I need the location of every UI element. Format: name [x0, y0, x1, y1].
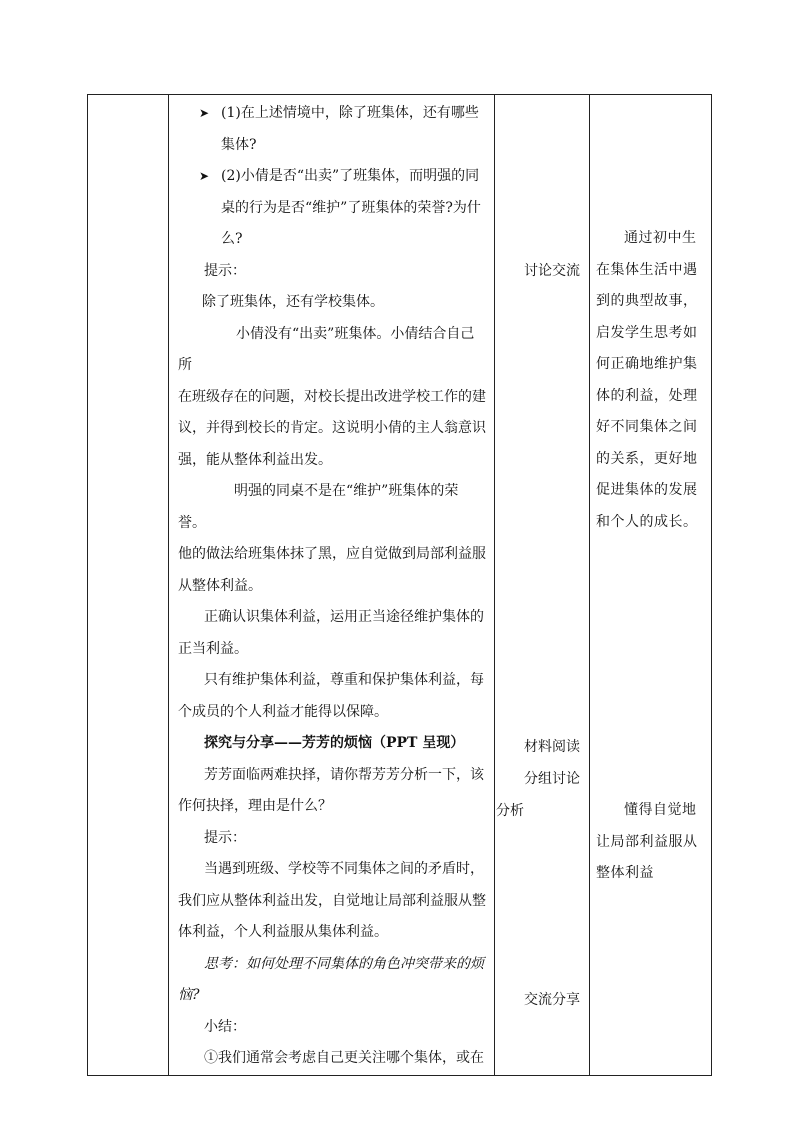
method-label: 交流分享: [524, 992, 580, 1008]
intent-paragraph-1: [596, 223, 708, 538]
method-label: 讨论交流: [524, 263, 580, 279]
paragraph: 芳芳面临两难抉择，请你帮芳芳分析一下，该: [204, 766, 484, 783]
list-item: ➤ (2)小倩是否“出卖”了班集体，而明强的同: [178, 161, 486, 193]
intent-line: 好不同集体之间: [596, 419, 698, 435]
paragraph: 正确认识集体利益，运用正当途径维护集体的: [204, 609, 484, 625]
paragraph: 作何抉择，理由是什么？: [178, 798, 332, 814]
table-row: [88, 95, 712, 1076]
thinking-question: 恼?: [178, 987, 200, 1003]
paragraph: 当遇到班级、学校等不同集体之间的矛盾时，: [204, 861, 484, 877]
paragraph: 他的做法给班集体抹了黑，应自觉做到局部利益服: [178, 546, 486, 562]
paragraph: 正当利益。: [178, 640, 248, 657]
arrow-bullet-icon: ➤: [199, 106, 210, 120]
intent-line: 启发学生思考如: [596, 324, 698, 341]
arrow-bullet-icon: ➤: [199, 169, 210, 183]
intent-line: 促进集体的发展: [596, 482, 698, 498]
paragraph: 除了班集体，还有学校集体。: [202, 294, 384, 310]
question-line: 么?: [221, 231, 243, 247]
intent-cell: [590, 95, 712, 1076]
intent-line: 整体利益: [596, 865, 654, 881]
method-label: 分析: [496, 803, 524, 819]
paragraph: 强，能从整体利益出发。: [178, 451, 332, 468]
paragraph: 议，并得到校长的肯定。这说明小倩的主人翁意识: [178, 420, 486, 436]
stage-cell: [88, 95, 169, 1076]
hint-label: 提示：: [204, 262, 246, 279]
question-line: 集体?: [221, 136, 257, 153]
section-title: 探究与分享——芳芳的烦恼（PPT 呈现）: [204, 735, 465, 751]
teaching-content: [169, 95, 494, 1075]
list-item: ➤ (1)在上述情境中，除了班集体，还有哪些: [178, 98, 486, 130]
intent-line: 的关系，更好地: [596, 450, 698, 467]
hint-label: 提示：: [204, 829, 246, 846]
thinking-question: 思考：如何处理不同集体的角色冲突带来的烦: [204, 955, 484, 972]
intent-line: 通过初中生: [624, 230, 697, 246]
paragraph: 明强的同桌不是在“维护”班集体的荣誉。: [178, 483, 459, 531]
intent-line: 和个人的成长。: [596, 513, 698, 530]
intent-line: 懂得自觉地: [624, 802, 697, 818]
paragraph: 个成员的个人利益才能得以保障。: [178, 703, 388, 720]
summary-label: 小结：: [204, 1018, 246, 1035]
intent-line: 到的典型故事，: [596, 293, 698, 309]
method-cell: [495, 95, 590, 1076]
intent-line: 让局部利益服从: [596, 833, 698, 850]
paragraph: 从整体利益。: [178, 577, 262, 594]
lesson-plan-table: [87, 94, 712, 1076]
paragraph: 我们应从整体利益出发，自觉地让局部利益服从整: [178, 892, 486, 909]
method-label: 分组讨论: [524, 771, 580, 787]
paragraph: 体利益，个人利益服从集体利益。: [178, 924, 388, 940]
intent-line: 在集体生活中遇: [596, 261, 698, 278]
summary-item: ①我们通常会考虑自己更关注哪个集体，或在: [204, 1050, 484, 1066]
intent-paragraph-2: [596, 795, 708, 890]
paragraph: 只有维护集体利益，尊重和保护集体利益，每: [204, 672, 484, 688]
paragraph: 在班级存在的问题，对校长提出改进学校工作的建: [178, 388, 486, 405]
content-cell: [169, 95, 495, 1076]
method-label: 材料阅读: [524, 739, 580, 755]
intent-line: 何正确地维护集: [596, 356, 698, 372]
question-line: 桌的行为是否“维护”了班集体的荣誉?为什: [221, 199, 481, 216]
intent-line: 体的利益，处理: [596, 387, 698, 404]
paragraph: 小倩没有“出卖”班集体。小倩结合自己所: [178, 325, 475, 373]
